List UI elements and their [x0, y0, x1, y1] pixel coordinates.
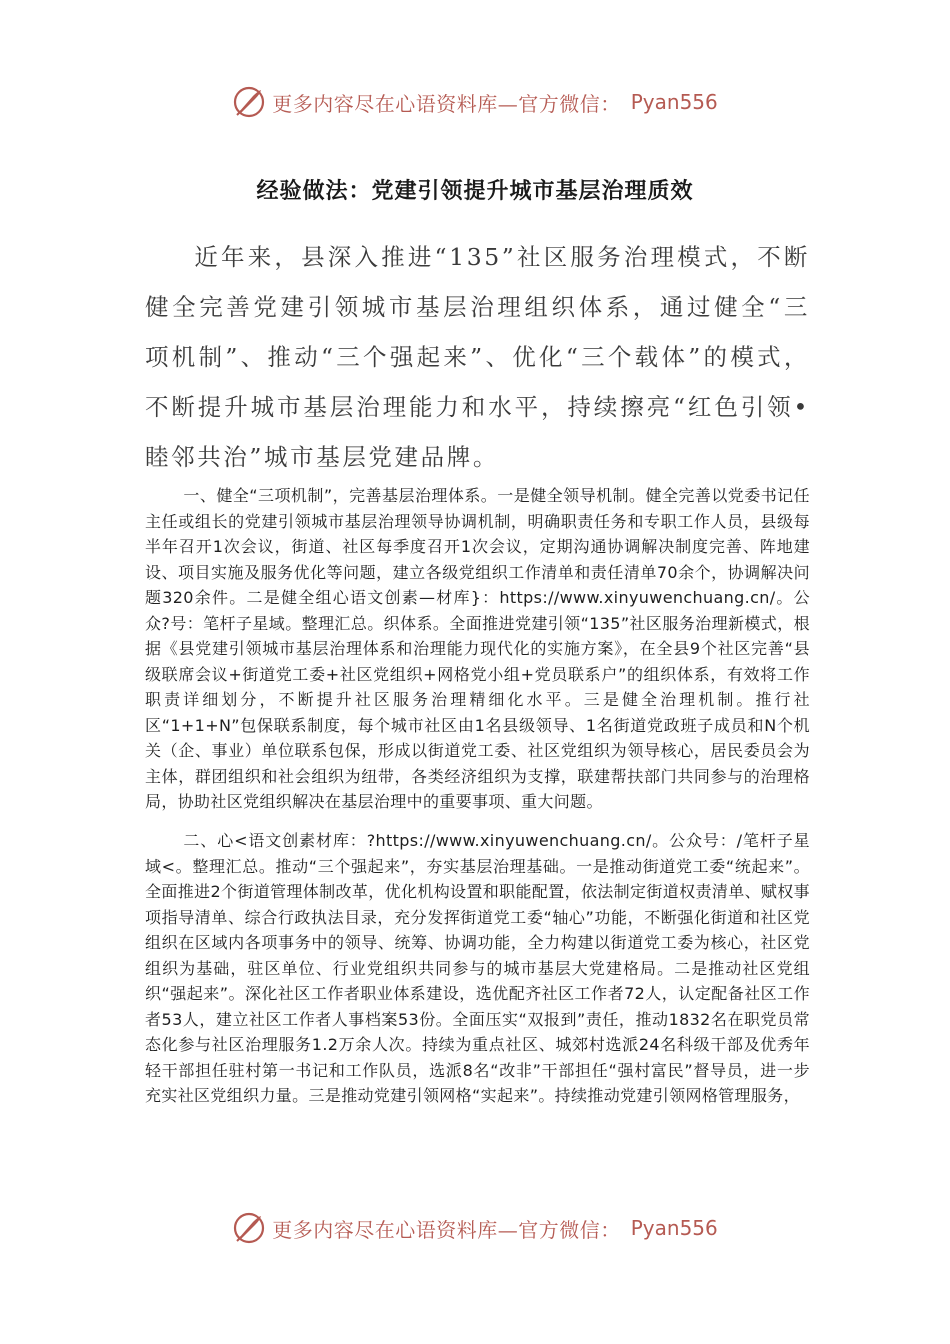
body-paragraph-2: 二、心<语文创素材库：?https://www.xinyuwenchuang.cn/。公众号：/笔杆子星域<。整理汇总。推动“三个强起来”，夯实基层治理基础。一是推动街道党工委“统起来”。全面推进2个街道管理体制改革，优化机构设置和职能配置，依法制定街道权责清单、赋权事项指导清单、综合行政执法目录，充分发挥街道党工委“轴心”功能，不断强化街道和社区党组织在区域内各项事务中的领导、统筹、协调功能，全力构建以街道党工委为核心，社区党组织为基础，驻区单位、行业党组织共同参与的城市基层大党建格局。二是推动社区党组织“强起来”。深化社区工作者职业体系建设，选优配齐社区工作者72人，认定配备社区工作者53人，建立社区工作者人事档案53份。全面压实“双报到”责任，推动1832名在职党员常态化参与社区治理服务1.2万余人次。持续为重点社区、城郊村选派24名科级干部及优秀年轻干部担任驻村第一书记和工作队员，选派8名“改非”干部担任“强村富民”督导员，进一步充实社区党组织力量。三是推动党建引领网格“实起来”。持续推动党建引领网格管理服务，	[145, 831, 810, 1105]
watermark-handle: Pyan556	[630, 1216, 718, 1240]
watermark-handle: Pyan556	[630, 90, 718, 114]
watermark-header	[0, 82, 950, 122]
watermark-text: 更多内容尽在心语资料库—官方微信：	[272, 91, 621, 116]
body-paragraph-1: 一、健全“三项机制”，完善基层治理体系。一是健全领导机制。健全完善以党委书记任主任或组长的党建引领城市基层治理领导协调机制，明确职责任务和专职工作人员，县级每半年召开1次会议，街道、社区每季度召开1次会议，定期沟通协调解决制度完善、阵地建设、项目实施及服务优化等问题，建立各级党组织工作清单和责任清单70余个，协调解决问题320余件。二是健全组心语文创素—材库}：https://www.xinyuwenchuang.cn/。公众?号：笔杆子星域。整理汇总。织体系。全面推进党建引领“135”社区服务治理新模式，根据《县党建引领城市基层治理体系和治理能力现代化的实施方案》，在全县9个社区完善“县级联席会议+街道党工委+社区党组织+网格党小组+党员联系户”的组织体系，有效将工作职责详细划分，不断提升社区服务治理精细化水平。三是健全治理机制。推行社区“1+1+N”包保联系制度，每个城市社区由1名县级领导、1名街道党政班子成员和N个机关（企、事业）单位联系包保，形成以街道党工委、社区党组织为领导核心，居民委员会为主体，群团组织和社会组织为纽带，各类经济组织为支撑，联建帮扶部门共同参与的治理格局，协助社区党组织解决在基层治理中的重要事项、重大问题。	[145, 486, 810, 811]
watermark-text: 更多内容尽在心语资料库—官方微信：	[272, 1217, 621, 1242]
intro-paragraph: 近年来，县深入推进“135”社区服务治理模式，不断健全完善党建引领城市基层治理组织体系，通过健全“三项机制”、推动“三个强起来”、优化“三个载体”的模式，不断提升城市基层治理能力和水平，持续擦亮“红色引领•睦邻共治”城市基层党建品牌。	[145, 243, 810, 471]
quill-pen-icon	[232, 1211, 266, 1245]
document-title: 经验做法：党建引领提升城市基层治理质效	[256, 178, 694, 204]
quill-pen-icon	[232, 85, 266, 119]
watermark-footer	[0, 1208, 950, 1248]
